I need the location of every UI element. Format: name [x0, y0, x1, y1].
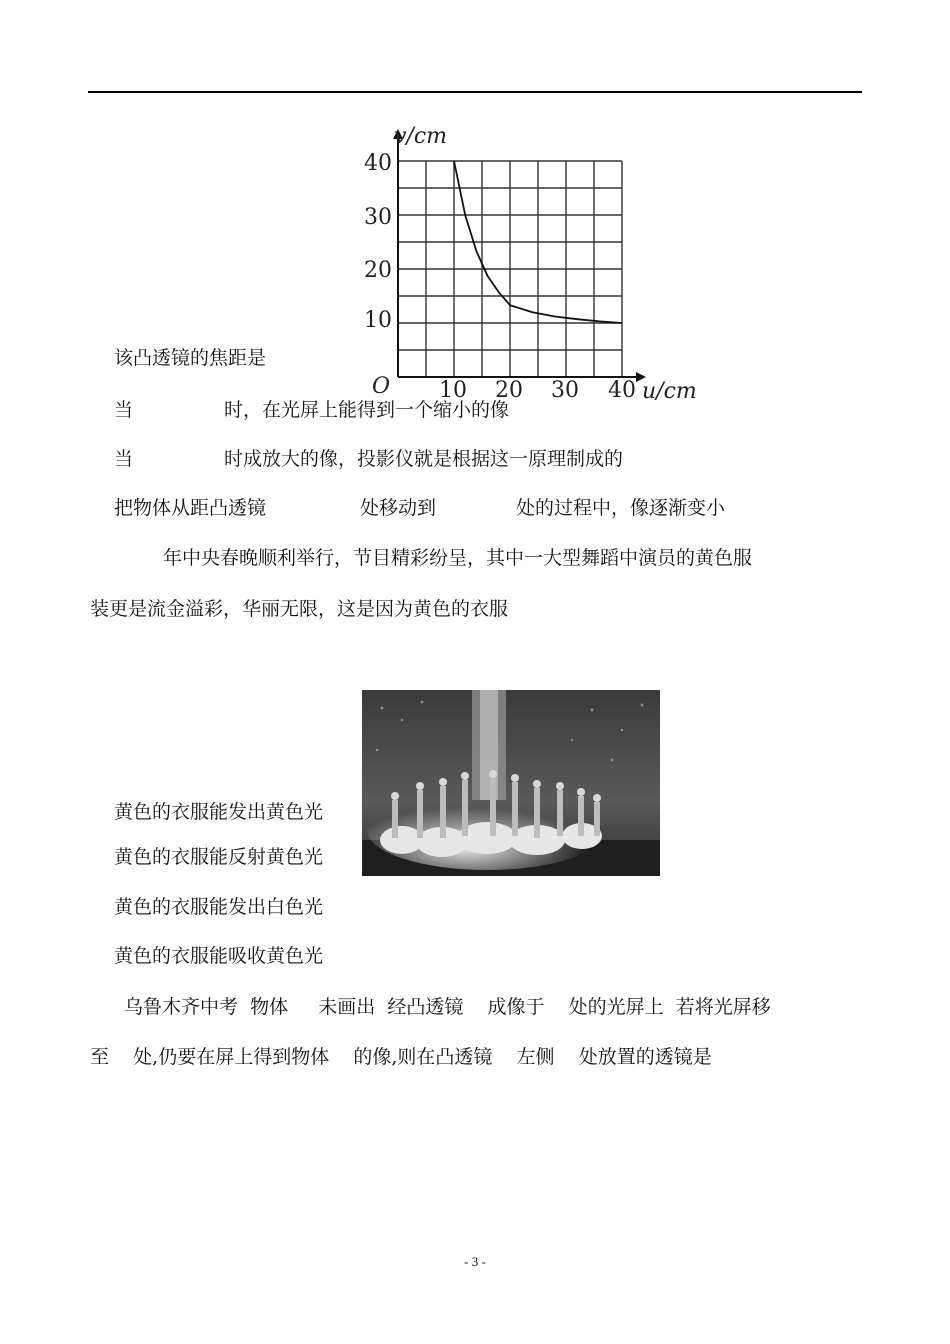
question-2-line-2: 装更是流金溢彩，华丽无限，这是因为黄色的衣服	[90, 598, 509, 620]
x-tick-label-30: 30	[551, 378, 579, 403]
x-tick-label-10: 10	[439, 378, 467, 403]
option-b: 黄色的衣服能反射黄色光	[114, 846, 324, 868]
y-tick-label-30: 30	[364, 205, 392, 230]
y-tick-label-20: 20	[364, 258, 392, 283]
option-a: 黄色的衣服能发出黄色光	[114, 801, 324, 823]
question-2-line-1: 年中央春晚顺利举行，节目精彩纷呈，其中一大型舞蹈中演员的黄色服	[163, 547, 753, 569]
object-image-distance-graph	[354, 121, 706, 411]
option-line-4-part1: 把物体从距凸透镜	[114, 497, 267, 519]
option-line-2-prefix: 当	[114, 399, 134, 421]
question-focal-length: 该凸透镜的焦距是	[114, 347, 267, 369]
question-3-line-2: 至 处,仍要在屏上得到物体 的像,则在凸透镜 左侧 处放置的透镜是	[90, 1046, 712, 1068]
origin-label: O	[372, 374, 391, 399]
x-tick-label-20: 20	[495, 378, 523, 403]
header-rule	[88, 91, 862, 93]
graph-marks	[393, 129, 646, 382]
y-axis-label: v/cm	[394, 124, 448, 149]
graph-grid	[398, 161, 622, 377]
x-axis-label: u/cm	[642, 379, 697, 404]
option-line-4-part3: 处的过程中，像逐渐变小	[516, 497, 726, 519]
option-line-3: 时成放大的像，投影仪就是根据这一原理制成的	[224, 448, 624, 470]
option-line-4-part2: 处移动到	[360, 497, 437, 519]
y-tick-label-40: 40	[364, 151, 392, 176]
option-line-2: 时，在光屏上能得到一个缩小的像	[224, 399, 510, 421]
y-tick-label-10: 10	[364, 308, 392, 333]
option-line-3-prefix: 当	[114, 448, 134, 470]
option-c: 黄色的衣服能发出白色光	[114, 896, 324, 918]
page-number: - 3 -	[464, 1254, 486, 1269]
question-3-line-1: 乌鲁木齐中考 物体 未画出 经凸透镜 成像于 处的光屏上 若将光屏移	[124, 996, 771, 1018]
x-tick-label-40: 40	[608, 378, 636, 403]
dance-performance-photo	[362, 690, 660, 876]
option-d: 黄色的衣服能吸收黄色光	[114, 945, 324, 967]
